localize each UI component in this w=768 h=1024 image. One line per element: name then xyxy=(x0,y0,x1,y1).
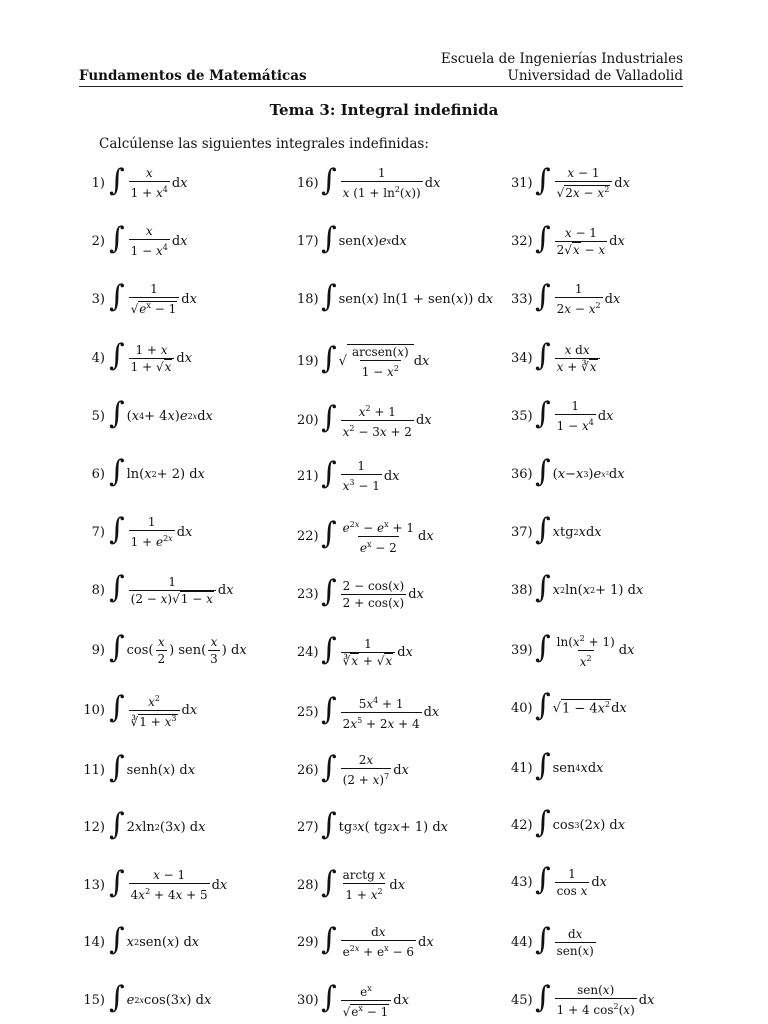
exercise-1: 1) ∫ $\frac{x}{1 + x^4}$ d x xyxy=(91,163,188,200)
exercise-14: 14) ∫ x 2 sen( x ) d x xyxy=(83,922,200,957)
exercise-21: 21) ∫ $\frac{1}{x^3 - 1}$ d x xyxy=(297,456,400,493)
exercise-26: 26) ∫ $\frac{2x}{(2 + x)^7}$ d x xyxy=(297,750,409,787)
university-name: Universidad de Valladolid xyxy=(507,68,683,84)
header-institution xyxy=(441,51,683,85)
exercise-45: 45) ∫ $\frac{\text{sen(x)}}{1 + 4 \cos^2(x)}$ d x xyxy=(511,980,655,1017)
exercise-13: 13) ∫ $\frac{x - 1}{4x^2 + 4x + 5}$ d x xyxy=(83,865,228,902)
exercise-2: 2) ∫ $\frac{x}{1 - x^4}$ d x xyxy=(91,221,188,258)
exercise-40: 40) ∫ √ $1 - 4x^2$ d x xyxy=(511,688,627,723)
exercise-19: 19) ∫ √ $\frac{\text{arcsen(x)}}{1 - x^2}$ d x xyxy=(297,341,430,379)
exercise-5: 5) ∫ ( x 4 + 4 x ) e 2x d x xyxy=(91,396,213,431)
exercise-11: 11) ∫ senh( x ) d x xyxy=(83,750,196,785)
exercise-41: 41) ∫ sen 4 x d x xyxy=(511,748,604,783)
exercise-36: 36) ∫ ( x − x 3 ) e x² d x xyxy=(511,454,625,489)
exercise-31: 31) ∫ $\frac{x - 1}{√2x - x^2}$ d x xyxy=(511,163,630,200)
exercise-38: 38) ∫ x 2 ln( x 2 + 1) d x xyxy=(511,570,644,605)
exercise-10: 10) ∫ $\frac{x^2}{∛1 + x^3}$ d x xyxy=(83,690,198,729)
exercise-20: 20) ∫ $\frac{x^2 + 1}{x^2 - 3x + 2}$ d x xyxy=(297,400,432,439)
course-name: Fundamentos de Matemáticas xyxy=(79,68,307,84)
page-title: Tema 3: Integral indefinida xyxy=(269,101,499,119)
exercise-28: 28) ∫ $\frac{\text{arctg x}}{1 + x^2}$ d x xyxy=(297,865,406,902)
exercise-35: 35) ∫ $\frac{1}{1 - x^4}$ d x xyxy=(511,396,614,433)
exercise-27: 27) ∫ tg 3 x ( tg 2 x + 1) d x xyxy=(297,807,448,842)
exercise-17: 17) ∫ sen( x ) e x d x xyxy=(297,221,407,256)
exercise-22: 22) ∫ $\frac{e^{2x} - e^x + 1}{e^x - 2}$ d x xyxy=(297,516,434,555)
exercise-3: 3) ∫ $\frac{1}{√e^x - 1}$ d x xyxy=(91,279,197,316)
header-rule xyxy=(79,86,683,87)
exercise-6: 6) ∫ ln( x 2 + 2) d x xyxy=(91,454,205,489)
school-name: Escuela de Ingenierías Industriales xyxy=(440,51,683,67)
exercise-4: 4) ∫ $\frac{1 + x}{1 + √x}$ d x xyxy=(91,338,193,374)
exercise-34: 34) ∫ $\frac{\text{x dx}}{x + ∛x}$ xyxy=(511,340,602,376)
exercise-39: 39) ∫ $\frac{\ln(x^2 + 1)}{x^2}$ d x xyxy=(511,630,635,669)
exercise-9: 9) ∫ cos( $\frac{x}{2}$ ) sen( $\frac{x}{3}$ ) d x xyxy=(91,630,247,666)
exercise-37: 37) ∫ x tg 2 x d x xyxy=(511,512,602,547)
exercise-23: 23) ∫ $\frac{2 - \cos(x)}{2 + \cos(x)}$ d x xyxy=(297,574,424,610)
exercise-16: 16) ∫ $\frac{1}{x (1 + \ln^2(x))}$ d x xyxy=(297,163,441,200)
exercise-8: 8) ∫ $\frac{1}{(2 - x)√1 - x}$ d x xyxy=(91,570,234,606)
instructions: Calcúlense las siguientes integrales indefinidas: xyxy=(99,136,429,152)
exercise-43: 43) ∫ $\frac{1}{\text{cos x}}$ d x xyxy=(511,862,608,898)
exercise-7: 7) ∫ $\frac{1}{1 + e^{2x}}$ d x xyxy=(91,512,193,549)
exercise-44: 44) ∫ $\frac{dx}{\text{sen(x)}}$ xyxy=(511,922,594,958)
exercise-29: 29) ∫ $\frac{dx}{e^{2x} + e^x - 6}$ d x xyxy=(297,922,434,959)
exercise-33: 33) ∫ $\frac{1}{2x - x^2}$ d x xyxy=(511,279,621,316)
exercise-32: 32) ∫ $\frac{x - 1}{2√x - x}$ d x xyxy=(511,221,625,257)
exercise-30: 30) ∫ $\frac{e^x}{√e^x - 1}$ d x xyxy=(297,980,409,1019)
exercise-12: 12) ∫ 2 x ln 2 (3 x ) d x xyxy=(83,807,206,842)
exercise-15: 15) ∫ e 2x cos(3 x ) d x xyxy=(83,980,212,1015)
exercise-24: 24) ∫ $\frac{1}{∛x + √x}$ d x xyxy=(297,632,413,668)
exercise-25: 25) ∫ $\frac{5x^4 + 1}{2x^5 + 2x + 4}$ d x xyxy=(297,692,440,731)
exercise-42: 42) ∫ cos 3 (2 x ) d x xyxy=(511,805,626,840)
exercise-18: 18) ∫ sen( x ) ln(1 + sen( x )) d x xyxy=(297,279,494,314)
